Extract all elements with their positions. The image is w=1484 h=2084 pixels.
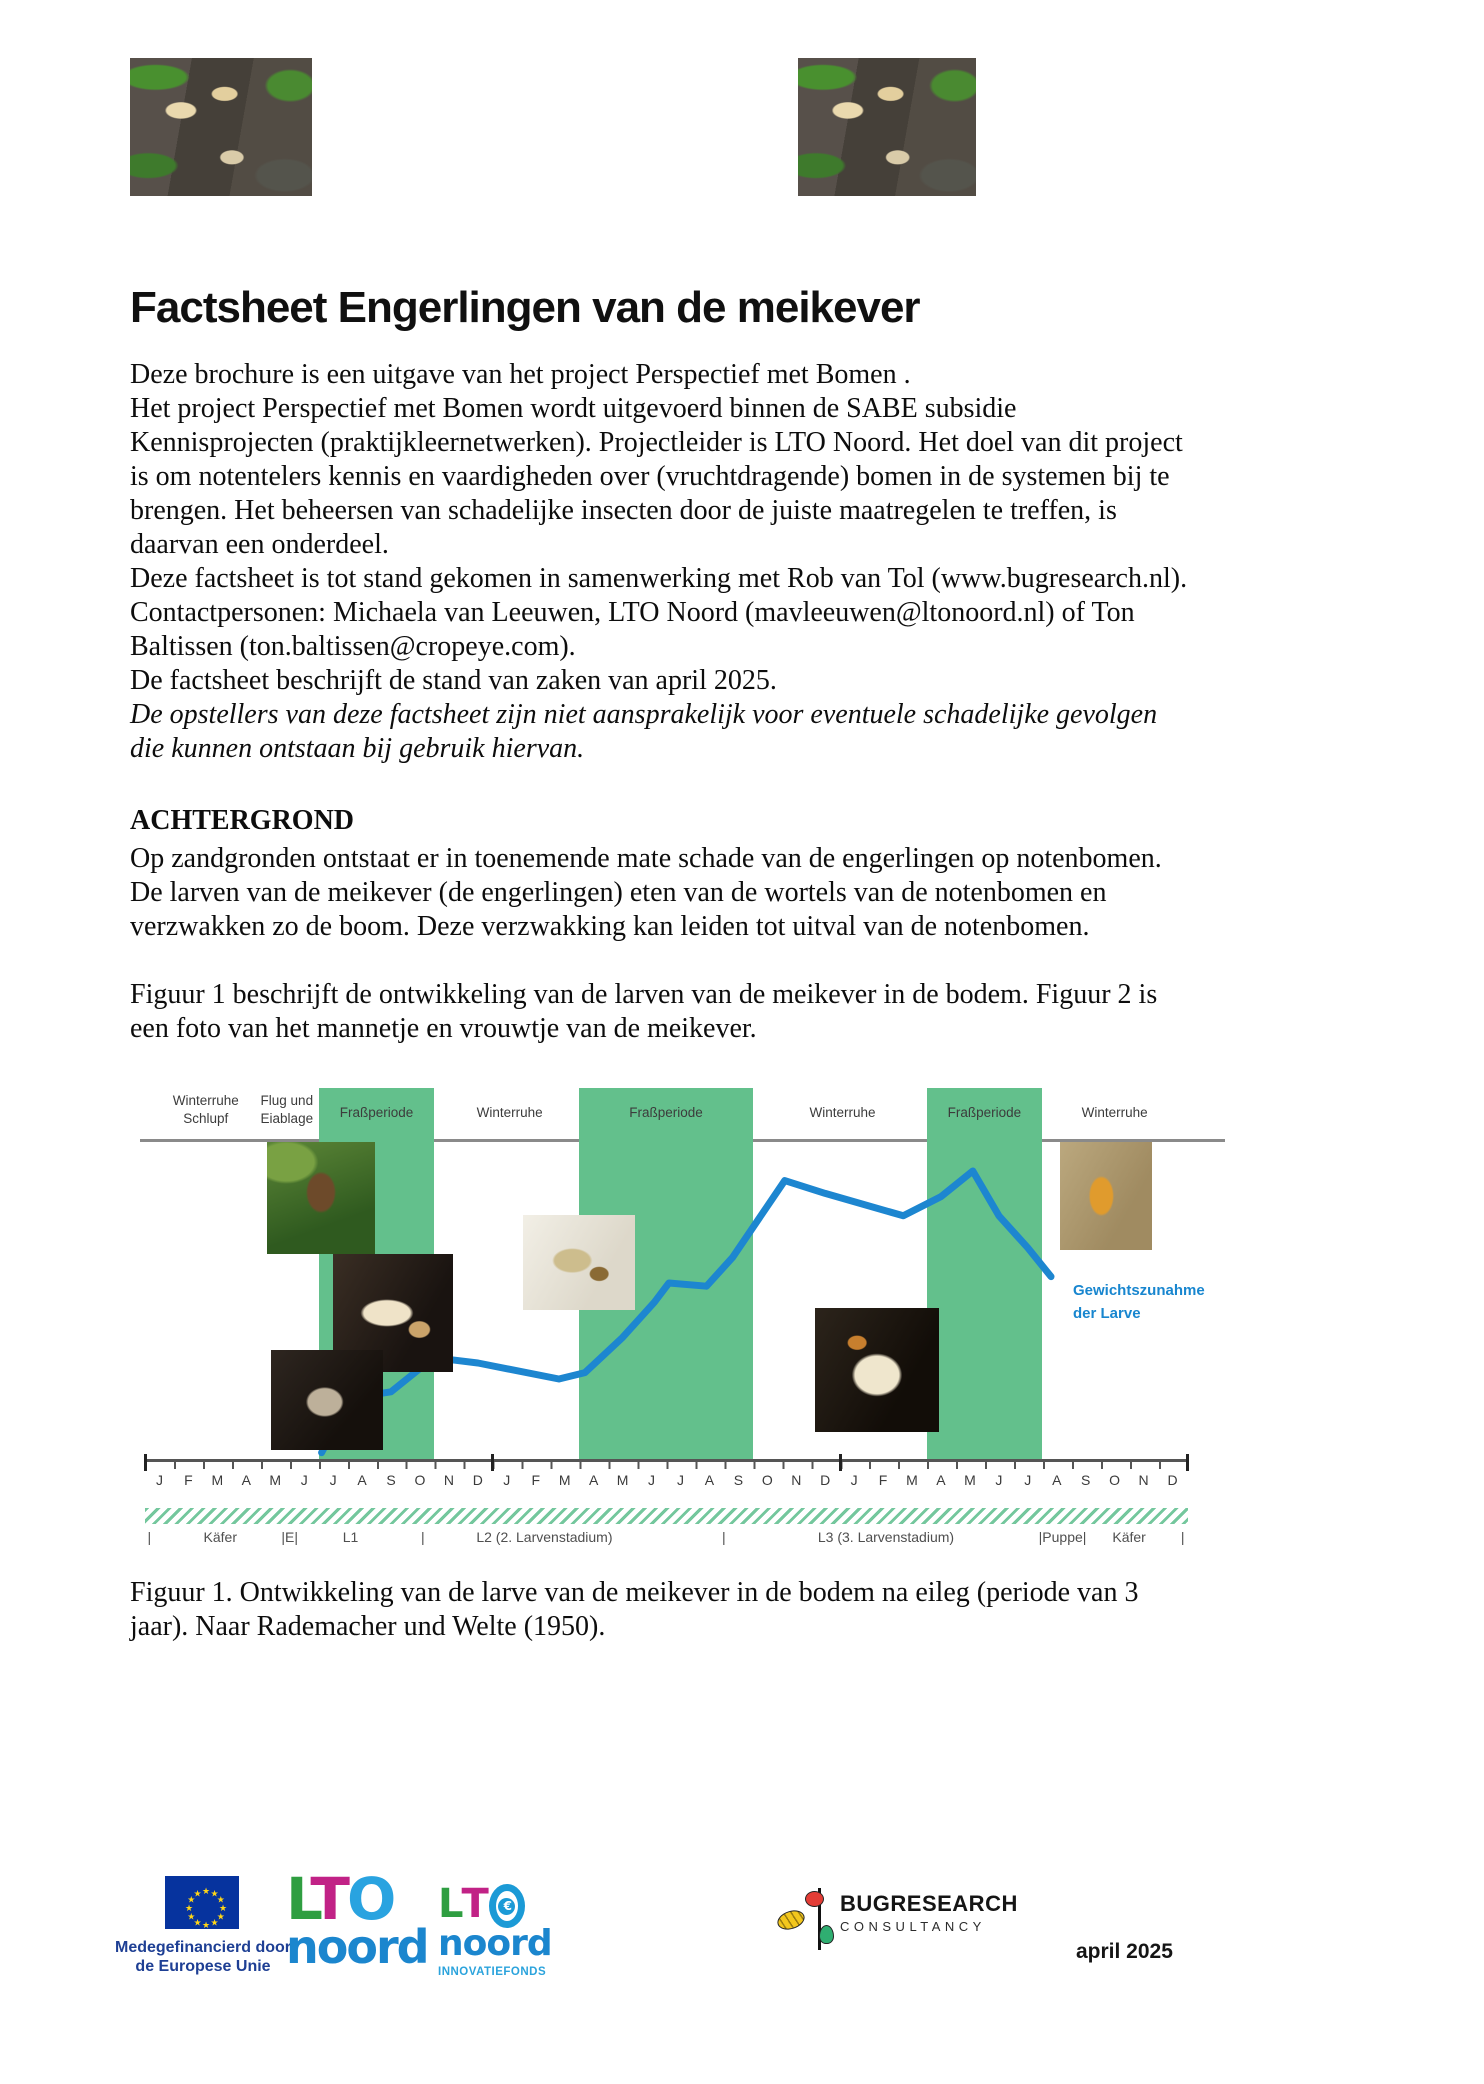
period-label: Winterruhe Schlupf [172, 1093, 239, 1126]
innovatiefonds-label: INNOVATIEFONDS [438, 1966, 547, 1978]
section-heading-achtergrond: ACHTERGROND [130, 805, 355, 836]
photo-l3-larva [815, 1308, 939, 1432]
stage-label: Käfer [203, 1529, 237, 1545]
figuur-intro-line: een foto van het mannetje en vrouwtje van de meikever. [130, 1013, 757, 1044]
period-label: Fraßperiode [947, 1105, 1022, 1120]
intro-line: brengen. Het beheersen van schadelijke insecten door de juiste maatregelen te treffen, is [130, 495, 1117, 526]
disclaimer-line: die kunnen ontstaan bij gebruik hiervan. [130, 733, 585, 764]
lto-if-letter-l: L [438, 1881, 462, 1927]
month-label: D [1167, 1472, 1178, 1488]
photo-molting-larva [523, 1215, 635, 1310]
intro-line: Baltissen (ton.baltissen@cropeye.com). [130, 631, 576, 662]
intro-line: Kennisprojecten (praktijkleernetwerken). Projectleider is LTO Noord. Het doel van dit project [130, 427, 1183, 458]
month-label: J [503, 1472, 511, 1488]
stage-label: Käfer [1112, 1529, 1146, 1545]
lto-letter-l: L [286, 1865, 311, 1933]
bugresearch-logo [776, 1888, 1018, 1952]
photo-pupa [1060, 1142, 1152, 1250]
month-label: J [676, 1472, 684, 1488]
month-label: D [472, 1472, 483, 1488]
lto-letter-o: O [346, 1865, 394, 1933]
month-label: J [850, 1472, 858, 1488]
bugresearch-sub: CONSULTANCY [840, 1919, 986, 1935]
intro-line: Deze brochure is een uitgave van het project Perspectief met Bomen . [130, 359, 911, 390]
caption-line: Figuur 1. Ontwikkeling van de larve van de meikever in de bodem na eileg (periode van 3 [130, 1577, 1139, 1608]
month-label: M [558, 1472, 571, 1488]
figure-chart [135, 1082, 1395, 1568]
month-label: A [1052, 1472, 1062, 1488]
month-label: A [936, 1472, 946, 1488]
lto-noord-logo [286, 1865, 428, 1974]
period-label: Flug und Eiablage [260, 1093, 314, 1126]
month-label: O [761, 1472, 773, 1488]
period-label: Winterruhe [476, 1105, 543, 1120]
red-beetle-icon [805, 1891, 824, 1907]
month-label: N [443, 1472, 454, 1488]
stage-label: L3 (3. Larvenstadium) [817, 1529, 955, 1545]
month-label: J [1024, 1472, 1032, 1488]
month-label: J [995, 1472, 1003, 1488]
month-label: A [357, 1472, 367, 1488]
month-label: S [1081, 1472, 1091, 1488]
month-label: A [704, 1472, 715, 1488]
period-label: Fraßperiode [339, 1105, 414, 1120]
month-label: M [906, 1472, 918, 1488]
intro-line: Contactpersonen: Michaela van Leeuwen, LTO Noord (mavleeuwen@ltonoord.nl) of Ton [130, 597, 1135, 628]
lto-if-noord-word: noord [438, 1923, 552, 1964]
month-label: M [616, 1472, 629, 1488]
month-label: M [964, 1472, 976, 1488]
month-label: O [1109, 1472, 1121, 1488]
axis-ticks [145, 1461, 1188, 1469]
month-label: J [155, 1472, 163, 1488]
lto-if-wordmark [438, 1881, 552, 1928]
month-label: O [414, 1472, 426, 1488]
stage-label: | [147, 1529, 152, 1545]
figuur-intro-paragraph [130, 978, 1360, 1046]
period-label: Winterruhe [1081, 1105, 1148, 1120]
disclaimer-line: De opstellers van deze factsheet zijn niet aansprakelijk voor eventuele schadelijke gevolgen [130, 699, 1158, 730]
intro-line: daarvan een onderdeel. [130, 529, 389, 560]
stage-label: | [722, 1529, 726, 1545]
stage-label: |Puppe| [1038, 1529, 1087, 1545]
stage-label: | [421, 1529, 425, 1545]
bugresearch-name: BUGRESEARCH [840, 1891, 1018, 1916]
month-label: J [329, 1472, 337, 1488]
bugresearch-text [840, 1888, 1018, 1934]
stage-label: L2 (2. Larvenstadium) [476, 1529, 613, 1545]
lto-noord-innovatiefonds-logo [438, 1881, 552, 1978]
month-label: S [733, 1472, 744, 1488]
lightbulb-euro-icon: € [489, 1884, 525, 1928]
achtergrond-paragraph [130, 842, 1360, 944]
month-label: N [791, 1472, 802, 1488]
intro-line: is om notentelers kennis en vaardigheden over (vruchtdragende) bomen in de systemen bij te [130, 461, 1170, 492]
page-title: Factsheet Engerlingen van de meikever [130, 283, 920, 332]
eu-caption [105, 1938, 301, 1976]
photo-egg-in-soil [271, 1350, 383, 1450]
lto-if-letter-t: T [461, 1881, 487, 1927]
month-label: A [588, 1472, 599, 1488]
period-label: Fraßperiode [629, 1105, 703, 1120]
weight-line-label-line1: Gewichtszunahme [1073, 1282, 1205, 1299]
date-label: april 2025 [1076, 1940, 1173, 1963]
caption-line: jaar). Naar Rademacher und Welte (1950). [130, 1611, 606, 1642]
eu-caption-line2: de Europese Unie [135, 1958, 271, 1975]
figuur-intro-line: Figuur 1 beschrijft de ontwikkeling van de larven van de meikever in de bodem. Figuur 2 is [130, 979, 1158, 1010]
month-label: N [1138, 1472, 1149, 1488]
month-label: F [184, 1472, 193, 1488]
bee-icon [775, 1907, 807, 1933]
month-label: J [648, 1472, 656, 1488]
month-label: M [211, 1472, 224, 1488]
month-label: F [878, 1472, 888, 1488]
bugresearch-insects-icon [776, 1888, 830, 1952]
eu-flag-logo [165, 1876, 239, 1929]
period-label: Winterruhe [809, 1105, 876, 1120]
figure-caption [130, 1576, 1360, 1644]
month-label: A [241, 1472, 251, 1488]
achtergrond-line: verzwakken zo de boom. Deze verzwakking kan leiden tot uitval van de notenbomen. [130, 911, 1090, 942]
header-photo-grubs-right [798, 58, 976, 196]
month-label: M [269, 1472, 282, 1488]
month-label: D [820, 1472, 831, 1488]
achtergrond-line: De larven van de meikever (de engerlingen) eten van de wortels van de notenbomen en [130, 877, 1107, 908]
stage-label: |E| [281, 1529, 299, 1545]
month-label: J [300, 1472, 308, 1488]
weight-line-label-line2: der Larve [1073, 1304, 1141, 1322]
month-label: S [386, 1472, 396, 1488]
achtergrond-line: Op zandgronden ontstaat er in toenemende mate schade van de engerlingen op notenbomen. [130, 843, 1162, 874]
weight-line-label [1073, 1280, 1273, 1325]
eu-caption-line1: Medegefinancierd door [114, 1939, 292, 1956]
lto-noord-word: noord [286, 1920, 428, 1974]
lto-letter-t: T [310, 1865, 347, 1933]
stage-hatch-bar [145, 1508, 1188, 1524]
stage-label: | [1180, 1529, 1185, 1545]
stage-label: L1 [342, 1529, 359, 1545]
photo-beetle-flight [267, 1142, 375, 1254]
green-bug-icon [819, 1925, 834, 1944]
header-photo-grubs-left [130, 58, 312, 196]
intro-paragraph [130, 358, 1360, 766]
intro-line: De factsheet beschrijft de stand van zaken van april 2025. [130, 665, 777, 696]
intro-line: Het project Perspectief met Bomen wordt uitgevoerd binnen de SABE subsidie [130, 393, 1017, 424]
month-label: F [531, 1472, 541, 1488]
intro-line: Deze factsheet is tot stand gekomen in samenwerking met Rob van Tol (www.bugresearch.nl). [130, 563, 1188, 594]
